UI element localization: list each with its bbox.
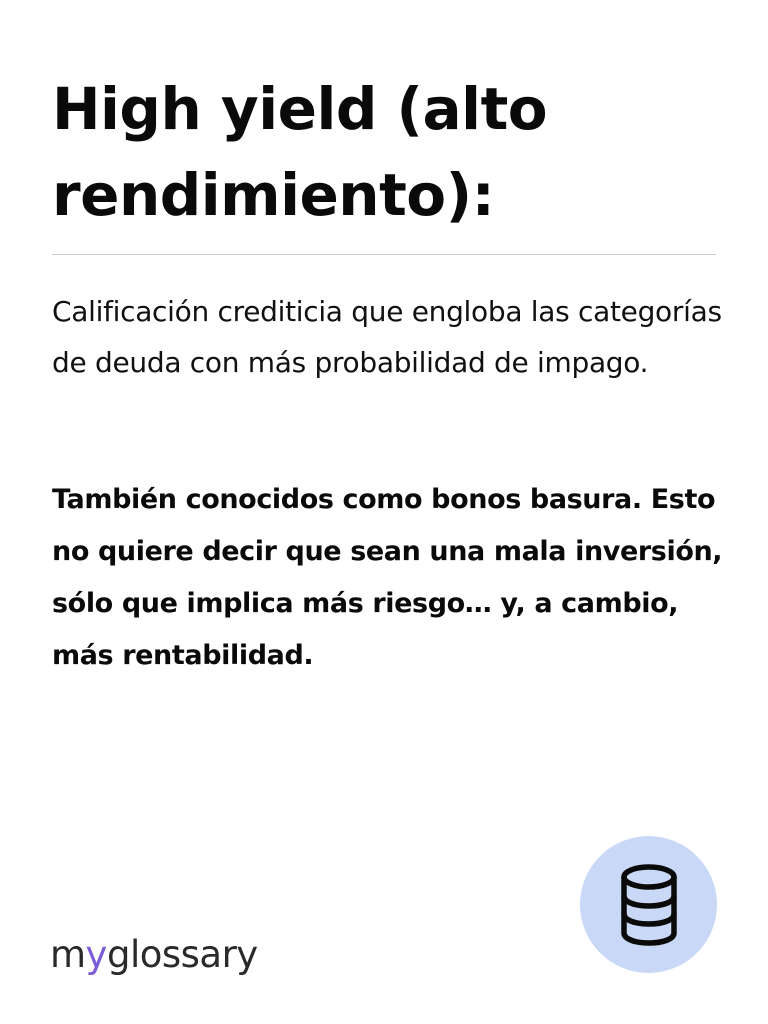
logo-part-glossary: glossary	[106, 933, 258, 976]
term-definition: Calificación crediticia que engloba las categorías de deuda con más probabilidad de impago.	[52, 295, 722, 379]
term-title: High yield (alto rendimiento):	[52, 75, 548, 229]
logo-part-y: y	[85, 933, 107, 976]
term-note: También conocidos como bonos basura. Esto no quiere decir que sean una mala inversión, sólo que implica más riesgo… y, a cambio, más rentabilidad.	[52, 484, 723, 671]
category-badge	[580, 836, 717, 973]
brand-logo	[50, 930, 258, 980]
logo-part-m: m	[50, 933, 86, 976]
coin-stack-icon	[619, 863, 679, 947]
divider	[52, 254, 716, 255]
